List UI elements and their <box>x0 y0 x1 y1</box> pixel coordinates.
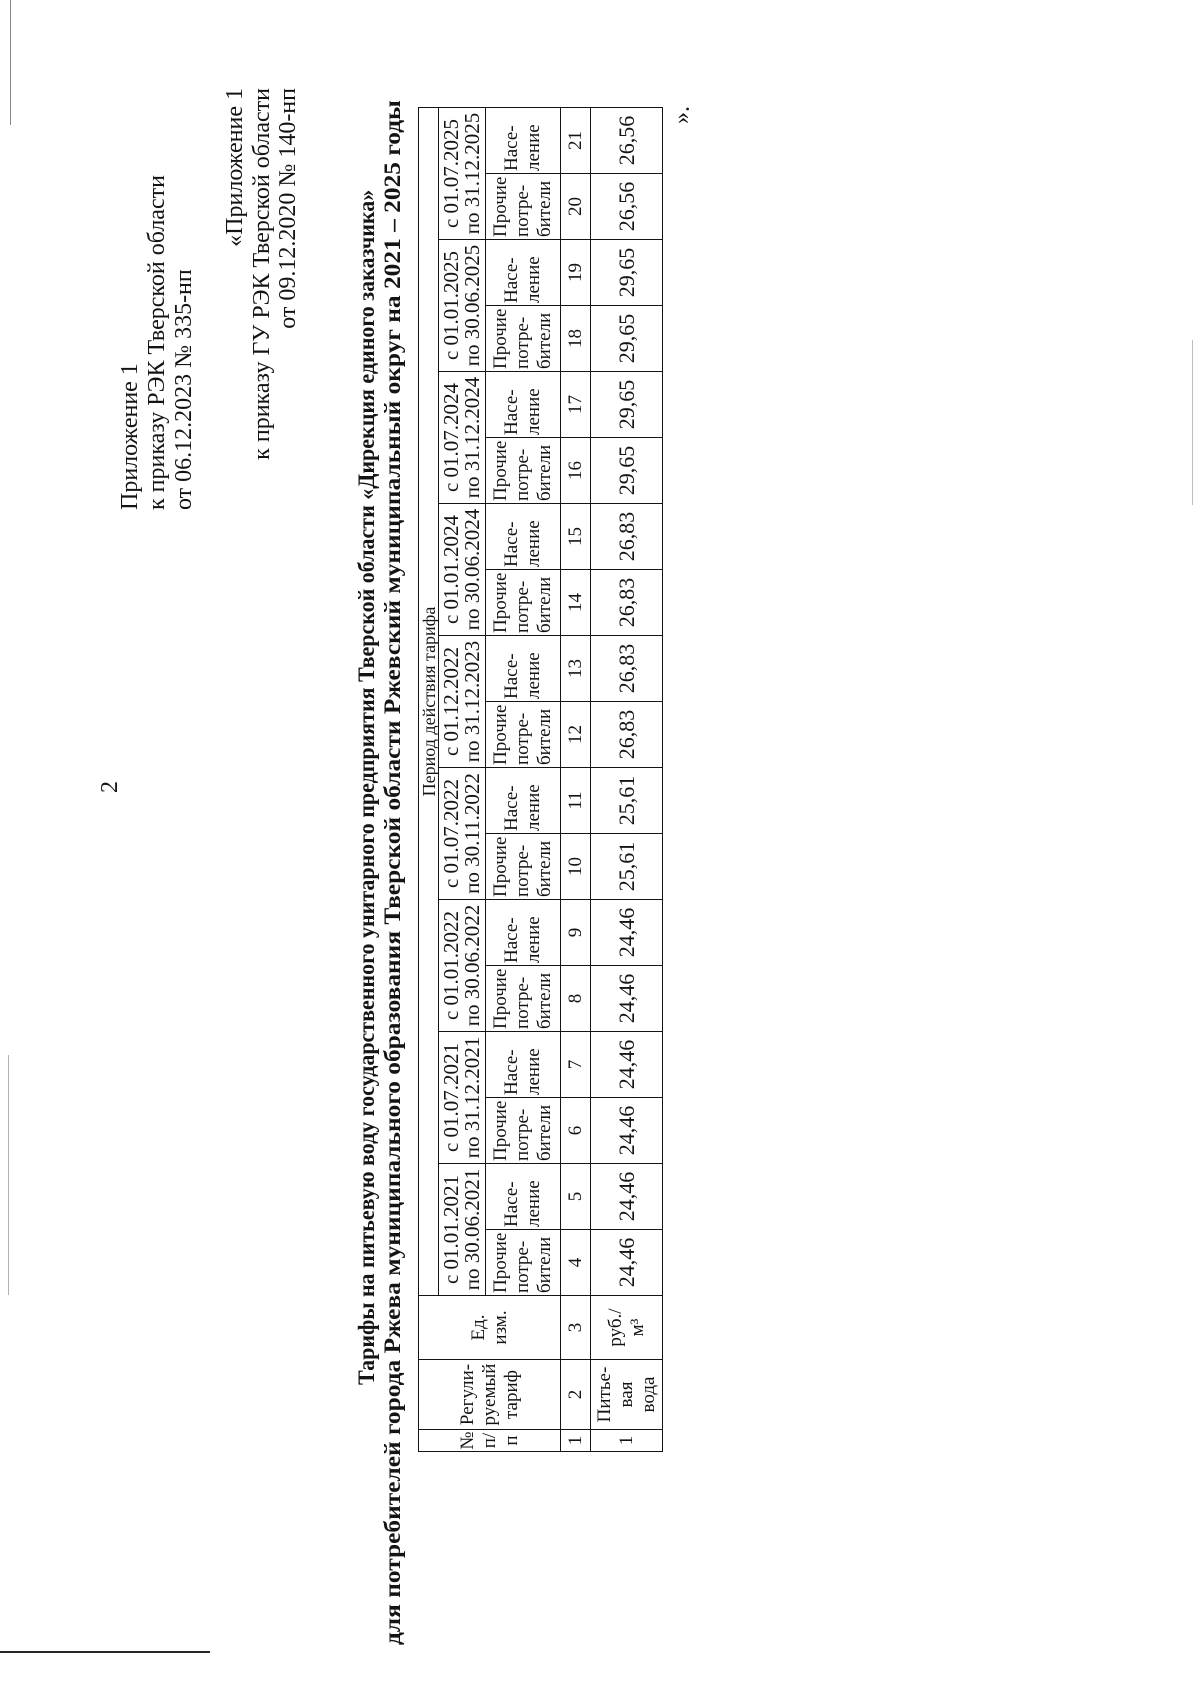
consumer-group-other: Прочие потре- бители <box>486 174 561 240</box>
period-cell: с 01.01.2025 по 30.06.2025 <box>439 240 486 372</box>
column-number: 14 <box>561 570 591 636</box>
closing-quote-mark: ». <box>669 106 695 124</box>
table-period-row <box>439 107 486 1451</box>
table-column-number-row <box>561 107 591 1451</box>
document-title-text-2: для потребителей города Ржева муниципального образования Тверской области Ржевский муниципальный округ на 2021 – 2025 годы <box>380 100 405 1645</box>
appendix-new-order: к приказу РЭК Тверской области <box>144 175 170 510</box>
consumer-group-population: Насе- ление <box>486 504 561 570</box>
appendix-new-title: Приложение 1 <box>117 363 143 510</box>
column-number: 21 <box>561 107 591 173</box>
consumer-group-other: Прочие потре- бители <box>486 966 561 1032</box>
header-tariff: Регули- руемый тариф <box>419 1360 561 1430</box>
column-number: 2 <box>561 1360 591 1430</box>
column-number: 17 <box>561 372 591 438</box>
column-number: 7 <box>561 1032 591 1098</box>
tariff-value: 26,83 <box>591 504 663 570</box>
period-cell: с 01.01.2024 по 30.06.2024 <box>439 504 486 636</box>
consumer-group-population: Насе- ление <box>486 1032 561 1098</box>
header-period: Период действия тарифа <box>419 107 439 1295</box>
tariff-value: 29,65 <box>591 372 663 438</box>
tariff-value: 24,46 <box>591 900 663 966</box>
column-number: 9 <box>561 900 591 966</box>
column-number: 13 <box>561 636 591 702</box>
appendix-new-date: от 06.12.2023 № 335-нп <box>171 269 197 510</box>
consumer-group-population: Насе- ление <box>486 768 561 834</box>
tariff-value: 29,65 <box>591 306 663 372</box>
tariff-value: 25,61 <box>591 834 663 900</box>
consumer-group-other: Прочие потре- бители <box>486 1230 561 1296</box>
appendix-old-order: к приказу ГУ РЭК Тверской области <box>248 88 275 460</box>
column-number: 10 <box>561 834 591 900</box>
header-unit: Ед. изм. <box>419 1296 561 1360</box>
tariff-value: 24,46 <box>591 1098 663 1164</box>
period-cell: с 01.12.2022 по 31.12.2023 <box>439 636 486 768</box>
period-cell: с 01.07.2024 по 31.12.2024 <box>439 372 486 504</box>
page-number: 2 <box>97 781 123 793</box>
column-number: 1 <box>561 1430 591 1452</box>
column-number: 6 <box>561 1098 591 1164</box>
period-cell: с 01.01.2022 по 30.06.2022 <box>439 900 486 1032</box>
column-number: 11 <box>561 768 591 834</box>
tariff-value: 24,46 <box>591 966 663 1032</box>
column-number: 16 <box>561 438 591 504</box>
consumer-group-other: Прочие потре- бители <box>486 438 561 504</box>
tariff-value: 24,46 <box>591 1164 663 1230</box>
column-number: 20 <box>561 174 591 240</box>
period-cell: с 01.07.2022 по 30.11.2022 <box>439 768 486 900</box>
column-number: 12 <box>561 702 591 768</box>
column-number: 8 <box>561 966 591 1032</box>
document-title-line-1 <box>354 190 380 1385</box>
consumer-group-population: Насе- ление <box>486 900 561 966</box>
tariff-value: 26,83 <box>591 702 663 768</box>
appendix-old-block <box>222 88 302 460</box>
tariff-value: 26,56 <box>591 107 663 173</box>
consumer-group-other: Прочие потре- бители <box>486 702 561 768</box>
tariff-value: 24,46 <box>591 1230 663 1296</box>
consumer-group-population: Насе- ление <box>486 636 561 702</box>
consumer-group-population: Насе- ление <box>486 107 561 173</box>
row-number: 1 <box>591 1430 663 1452</box>
row-tariff-name: Питье- вая вода <box>591 1360 663 1430</box>
row-unit: руб./ м³ <box>591 1296 663 1360</box>
column-number: 19 <box>561 240 591 306</box>
table-consumer-row <box>486 107 561 1451</box>
document-title-text-1: Тарифы на питьевую воду государственного унитарного предприятия Тверской области «Дирекция единого заказчика» <box>354 189 379 1385</box>
period-cell: с 01.07.2021 по 31.12.2021 <box>439 1032 486 1164</box>
header-number: № п/ п <box>419 1430 561 1452</box>
consumer-group-other: Прочие потре- бители <box>486 834 561 900</box>
column-number: 18 <box>561 306 591 372</box>
column-number: 5 <box>561 1164 591 1230</box>
tariff-value: 25,61 <box>591 768 663 834</box>
consumer-group-population: Насе- ление <box>486 1164 561 1230</box>
tariff-value: 26,83 <box>591 570 663 636</box>
table-row <box>591 107 663 1451</box>
consumer-group-population: Насе- ление <box>486 240 561 306</box>
appendix-new-block <box>117 175 198 510</box>
tariff-value: 29,65 <box>591 240 663 306</box>
appendix-old-title: «Приложение 1 <box>222 88 248 247</box>
consumer-group-population: Насе- ление <box>486 372 561 438</box>
period-cell: с 01.07.2025 по 31.12.2025 <box>439 107 486 239</box>
consumer-group-other: Прочие потре- бители <box>486 306 561 372</box>
period-cell: с 01.01.2021 по 30.06.2021 <box>439 1164 486 1296</box>
document-title-line-2 <box>380 100 406 1645</box>
tariff-value: 24,46 <box>591 1032 663 1098</box>
tariff-value: 26,83 <box>591 636 663 702</box>
appendix-old-date: от 09.12.2020 № 140-нп <box>275 88 301 329</box>
table-header-row <box>419 107 439 1451</box>
tariff-table <box>418 107 663 1452</box>
consumer-group-other: Прочие потре- бители <box>486 570 561 636</box>
consumer-group-other: Прочие потре- бители <box>486 1098 561 1164</box>
column-number: 4 <box>561 1230 591 1296</box>
tariff-value: 29,65 <box>591 438 663 504</box>
column-number: 3 <box>561 1296 591 1360</box>
column-number: 15 <box>561 504 591 570</box>
tariff-value: 26,56 <box>591 174 663 240</box>
